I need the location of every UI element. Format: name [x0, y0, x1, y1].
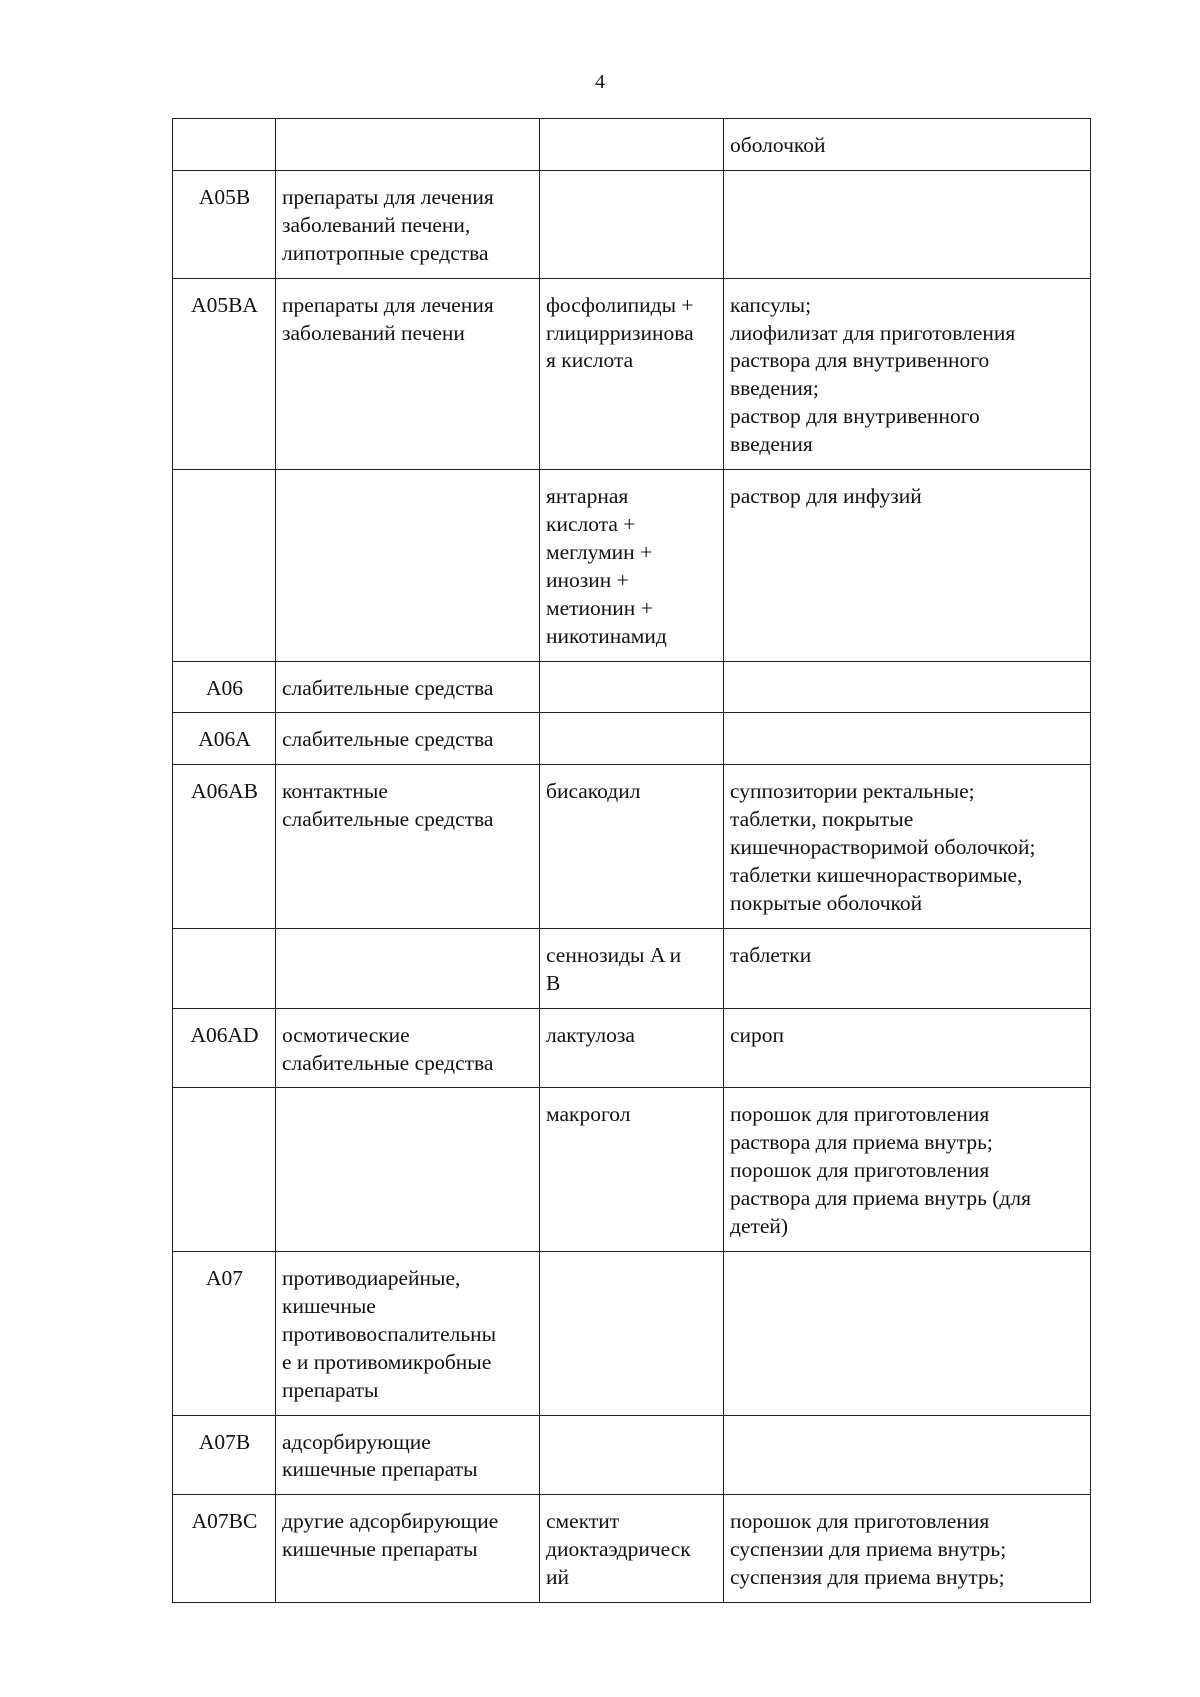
anatomical-group-text: слабительные средства — [282, 675, 494, 700]
table-row — [173, 1252, 1091, 1416]
atc-code-cell — [173, 1495, 276, 1603]
anatomical-group-cell — [276, 713, 540, 765]
anatomical-group-cell — [276, 928, 540, 1008]
drug-name-cell — [540, 661, 724, 713]
table-row — [173, 470, 1091, 661]
drug-name-cell — [540, 170, 724, 278]
dosage-form-cell — [724, 278, 1091, 469]
atc-code-cell — [173, 1415, 276, 1495]
table-row — [173, 765, 1091, 929]
anatomical-group-cell — [276, 278, 540, 469]
table-body — [173, 119, 1091, 1603]
drug-name-cell — [540, 1415, 724, 1495]
table-row — [173, 1415, 1091, 1495]
table-row — [173, 170, 1091, 278]
table-row — [173, 278, 1091, 469]
dosage-form-cell — [724, 170, 1091, 278]
atc-code-cell — [173, 1088, 276, 1252]
atc-code-cell — [173, 470, 276, 661]
anatomical-group-cell — [276, 765, 540, 929]
drug-name-text: сеннозиды A и B — [546, 942, 682, 995]
anatomical-group-cell — [276, 1008, 540, 1088]
dosage-form-cell — [724, 928, 1091, 1008]
drug-name-text: фосфолипиды + глицирризинова я кислота — [546, 292, 694, 373]
dosage-form-cell — [724, 1008, 1091, 1088]
atc-code-text: A05BA — [191, 292, 258, 317]
atc-code-text: A06 — [205, 675, 244, 700]
table-row — [173, 119, 1091, 171]
dosage-form-cell — [724, 470, 1091, 661]
atc-code-cell — [173, 1008, 276, 1088]
table-row — [173, 713, 1091, 765]
atc-code-text: A07B — [198, 1429, 251, 1454]
drug-name-cell — [540, 928, 724, 1008]
drug-name-cell — [540, 1495, 724, 1603]
anatomical-group-text: адсорбирующие кишечные препараты — [282, 1429, 478, 1482]
atc-code-cell — [173, 1252, 276, 1416]
atc-code-cell — [173, 170, 276, 278]
atc-code-cell — [173, 119, 276, 171]
atc-code-text: A06A — [198, 727, 251, 752]
drug-name-text: бисакодил — [546, 779, 641, 804]
page-number: 4 — [595, 71, 605, 93]
table-row — [173, 1088, 1091, 1252]
anatomical-group-text: слабительные средства — [282, 727, 494, 752]
atc-code-text: A06AD — [190, 1022, 259, 1047]
atc-code-text: A07 — [205, 1266, 244, 1290]
dosage-form-cell — [724, 713, 1091, 765]
atc-code-cell — [173, 765, 276, 929]
anatomical-group-cell — [276, 1415, 540, 1495]
anatomical-group-text: осмотические слабительные средства — [282, 1022, 494, 1075]
drug-name-cell — [540, 1088, 724, 1252]
dosage-form-cell — [724, 119, 1091, 171]
drug-name-cell — [540, 713, 724, 765]
drug-name-text: макрогол — [546, 1102, 631, 1127]
atc-code-text: A06AB — [191, 779, 258, 804]
anatomical-group-cell — [276, 1252, 540, 1416]
drug-name-cell — [540, 119, 724, 171]
drug-name-cell — [540, 1252, 724, 1416]
dosage-form-text: сироп — [730, 1022, 785, 1047]
dosage-form-cell — [724, 1252, 1091, 1416]
anatomical-group-cell — [276, 170, 540, 278]
drug-name-text: смектит диоктаэдрическ ий — [546, 1509, 691, 1590]
dosage-form-text: раствор для инфузий — [730, 484, 922, 509]
drug-name-cell — [540, 278, 724, 469]
dosage-form-cell — [724, 765, 1091, 929]
atc-code-cell — [173, 278, 276, 469]
dosage-form-cell — [724, 1495, 1091, 1603]
table-row — [173, 661, 1091, 713]
table-row — [173, 928, 1091, 1008]
dosage-form-text: оболочкой — [730, 133, 826, 157]
dosage-form-text: порошок для приготовления раствора для приема внутрь; порошок для приготовления раствора для приема внутрь (для детей) — [730, 1102, 1031, 1239]
dosage-form-text: капсулы; лиофилизат для приготовления раствора для внутривенного введения; раствор для внутривенного введения — [730, 292, 1016, 457]
dosage-form-cell — [724, 1088, 1091, 1252]
atc-code-cell — [173, 661, 276, 713]
drug-name-cell — [540, 765, 724, 929]
atc-code-cell — [173, 928, 276, 1008]
dosage-form-text: порошок для приготовления суспензии для приема внутрь; суспензия для приема внутрь; — [730, 1509, 1007, 1590]
atc-code-cell — [173, 713, 276, 765]
anatomical-group-text: контактные слабительные средства — [282, 779, 494, 832]
anatomical-group-text: препараты для лечения заболеваний печени — [282, 292, 494, 345]
drug-name-text: янтарная кислота + меглумин + инозин + метионин + никотинамид — [546, 484, 667, 648]
anatomical-group-cell — [276, 119, 540, 171]
dosage-form-cell — [724, 1415, 1091, 1495]
anatomical-group-cell — [276, 1495, 540, 1603]
drug-name-cell — [540, 470, 724, 661]
atc-code-text: A05B — [198, 184, 251, 209]
drug-name-text: лактулоза — [546, 1022, 635, 1047]
table-row — [173, 1008, 1091, 1088]
table-row — [173, 1495, 1091, 1603]
dosage-form-text: суппозитории ректальные; таблетки, покрытые кишечнорастворимой оболочкой; таблетки кишечнорастворимые, покрытые оболочкой — [730, 779, 1036, 915]
anatomical-group-cell — [276, 1088, 540, 1252]
dosage-form-cell — [724, 661, 1091, 713]
atc-code-text: A07BC — [191, 1509, 258, 1534]
drug-table — [172, 118, 1091, 1603]
anatomical-group-text: противодиарейные, кишечные противовоспалительны е и противомикробные препараты — [282, 1266, 497, 1402]
anatomical-group-text: препараты для лечения заболеваний печени, липотропные средства — [282, 184, 494, 265]
anatomical-group-cell — [276, 470, 540, 661]
anatomical-group-cell — [276, 661, 540, 713]
anatomical-group-text: другие адсорбирующие кишечные препараты — [282, 1509, 499, 1562]
drug-name-cell — [540, 1008, 724, 1088]
dosage-form-text: таблетки — [730, 942, 812, 967]
